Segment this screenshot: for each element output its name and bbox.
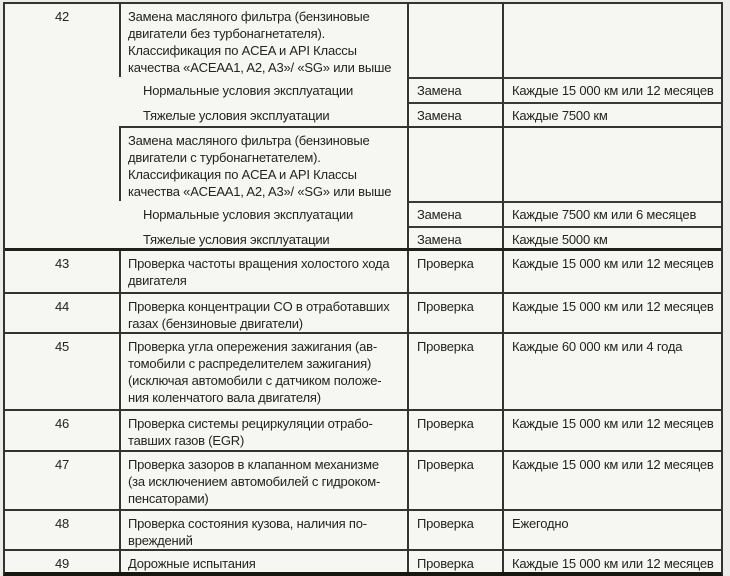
row-number: 49 xyxy=(54,556,70,571)
subrow-condition-label: Нормальные условия эксплуатации xyxy=(143,207,354,222)
task-description xyxy=(119,294,407,332)
row-number: 48 xyxy=(54,516,70,531)
empty-interval-cell xyxy=(502,128,721,201)
interval-cell: Каждые 15 000 км или 12 месяцев xyxy=(502,77,721,102)
description-line: двигатели с турбонагнетателем). xyxy=(128,150,321,165)
action-cell: Проверка xyxy=(407,251,502,292)
table-row-45 xyxy=(5,332,721,409)
table-row-43 xyxy=(5,248,721,292)
task-description xyxy=(119,511,407,549)
row-number: 45 xyxy=(54,339,70,354)
description-line: Проверка зазоров в клапанном механизме xyxy=(128,457,379,472)
task-description xyxy=(119,334,407,409)
interval-cell: Каждые 5000 км xyxy=(502,226,721,248)
action-cell: Замена xyxy=(407,201,502,226)
table-row-46 xyxy=(5,409,721,450)
row-42-section-turbo xyxy=(119,128,721,248)
description-line: Замена масляного фильтра (бензиновые xyxy=(128,133,370,148)
description-line: тавших газов (EGR) xyxy=(128,433,245,448)
table-row-48 xyxy=(5,509,721,549)
action-cell: Проверка xyxy=(407,334,502,409)
action-cell: Замена xyxy=(407,77,502,102)
interval-cell: Каждые 15 000 км или 12 месяцев xyxy=(502,251,721,292)
interval-cell: Ежегодно xyxy=(502,511,721,549)
empty-action-cell xyxy=(407,4,502,77)
interval-cell: Каждые 15 000 км или 12 месяцев xyxy=(502,551,721,572)
description-line: Классификация по ACEA и API Классы xyxy=(128,167,357,182)
table-row-42 xyxy=(5,4,721,248)
subrow-condition-label: Тяжелые условия эксплуатации xyxy=(143,232,330,247)
description-line: качества «ACEAA1, A2, A3»/ «SG» или выше xyxy=(128,184,392,199)
description-line: (за исключением автомобилей с гидроком- xyxy=(128,474,381,489)
task-description xyxy=(119,551,407,572)
description-line: (исключая автомобили с датчиком положе- xyxy=(128,373,382,388)
description-line: ния коленчатого вала двигателя) xyxy=(128,390,321,405)
subrow-condition-label: Нормальные условия эксплуатации xyxy=(143,83,354,98)
description-line: пенсаторами) xyxy=(128,491,209,506)
interval-cell: Каждые 15 000 км или 12 месяцев xyxy=(502,452,721,509)
task-description xyxy=(119,4,407,77)
interval-cell: Каждые 15 000 км или 12 месяцев xyxy=(502,294,721,332)
interval-cell: Каждые 60 000 км или 4 года xyxy=(502,334,721,409)
task-description xyxy=(119,452,407,509)
description-line: вреждений xyxy=(128,533,193,548)
description-line: Классификация по ACEA и API Классы xyxy=(128,43,357,58)
row-number: 47 xyxy=(54,457,70,472)
description-line: Проверка частоты вращения холостого хода xyxy=(128,256,390,271)
action-cell: Проверка xyxy=(407,511,502,549)
interval-cell: Каждые 7500 км xyxy=(502,102,721,126)
action-cell: Проверка xyxy=(407,294,502,332)
empty-action-cell xyxy=(407,128,502,201)
description-line: Проверка системы рециркуляции отрабо- xyxy=(128,416,373,431)
description-line: томобили с распределителем зажигания) xyxy=(128,356,372,371)
maintenance-schedule-table xyxy=(3,2,723,576)
interval-cell: Каждые 15 000 км или 12 месяцев xyxy=(502,411,721,450)
action-cell: Проверка xyxy=(407,551,502,572)
task-description xyxy=(119,251,407,292)
task-description xyxy=(119,411,407,450)
row-42-section-non-turbo xyxy=(119,4,721,128)
description-line: Проверка угла опережения зажигания (ав- xyxy=(128,339,377,354)
subrow-condition-label: Тяжелые условия эксплуатации xyxy=(143,108,330,123)
description-line: Замена масляного фильтра (бензиновые xyxy=(128,9,370,24)
row-number: 46 xyxy=(54,416,70,431)
table-row-44 xyxy=(5,292,721,332)
description-line: Проверка концентрации CO в отработавших xyxy=(128,299,390,314)
description-line: двигатели без турбонагнетателя). xyxy=(128,26,326,41)
table-row-49 xyxy=(5,549,721,572)
interval-cell: Каждые 7500 км или 6 месяцев xyxy=(502,201,721,226)
action-cell: Замена xyxy=(407,226,502,248)
table-row-47 xyxy=(5,450,721,509)
row-42-sections xyxy=(119,4,721,248)
row-number: 44 xyxy=(54,299,70,314)
row-number: 42 xyxy=(54,9,70,24)
description-line: Проверка состояния кузова, наличия по- xyxy=(128,516,367,531)
empty-interval-cell xyxy=(502,4,721,77)
row-number: 43 xyxy=(54,256,70,271)
description-line: качества «ACEAA1, A2, A3»/ «SG» или выше xyxy=(128,60,392,75)
description-line: двигателя xyxy=(128,273,187,288)
description-line: газах (бензиновые двигатели) xyxy=(128,316,303,331)
action-cell: Проверка xyxy=(407,452,502,509)
action-cell: Проверка xyxy=(407,411,502,450)
task-description xyxy=(119,128,407,201)
action-cell: Замена xyxy=(407,102,502,126)
description-line: Дорожные испытания xyxy=(128,556,256,571)
